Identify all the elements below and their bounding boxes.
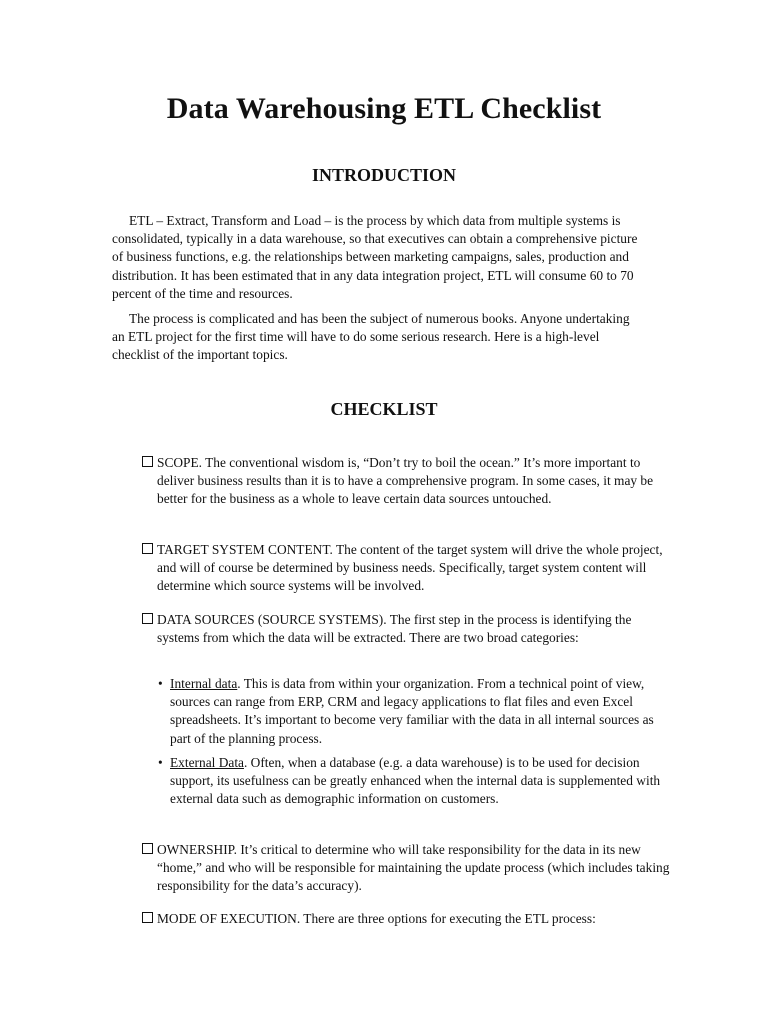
checkbox-icon — [142, 843, 153, 854]
document-title: Data Warehousing ETL Checklist — [166, 92, 602, 125]
checkbox-icon — [142, 456, 153, 467]
checklist-item-scope — [142, 454, 677, 509]
checklist-item-text: MODE OF EXECUTION. There are three options for executing the ETL process: — [157, 911, 596, 926]
bullet-icon: • — [158, 676, 163, 691]
introduction-paragraph: ETL – Extract, Transform and Load – is the process by which data from multiple systems is consolidated, typically in a data warehouse, so that executives can obtain a comprehensive picture of business functions, e.g. the relationships between marketing campaigns, sales, production and distribution. It has been estimated that in any data integration project, ETL will consume 60 to 70 percent of the time and resources. — [112, 213, 638, 301]
bullet-text: . This is data from within your organization. From a technical point of view, sources can range from ERP, CRM and legacy applications to flat files and even Excel spreadsheets. It’s important to become very familiar with the data in all internal sources as part of the planning process. — [170, 676, 654, 746]
checklist-item-mode-of-execution — [142, 910, 677, 928]
checklist-item-data-sources — [142, 611, 677, 647]
bullet-label: External Data — [170, 755, 244, 770]
bullet-text: . Often, when a database (e.g. a data warehouse) is to be used for decision support, its usefulness can be greatly enhanced when the internal data is supplemented with external data such as demographic information on customers. — [170, 755, 661, 807]
bullet-item-internal-data — [158, 675, 664, 748]
checklist-item-text: SCOPE. The conventional wisdom is, “Don’t try to boil the ocean.” It’s more important to deliver business results than it is to have a comprehensive program. In some cases, it may be better for the business as a whole to leave certain data sources untouched. — [157, 455, 654, 507]
checklist-heading: CHECKLIST — [330, 399, 438, 419]
checkbox-icon — [142, 912, 153, 923]
checkbox-icon — [142, 613, 153, 624]
checklist-item-target-system-content — [142, 541, 677, 596]
introduction-heading: INTRODUCTION — [311, 165, 457, 185]
checklist-item-text: DATA SOURCES (SOURCE SYSTEMS). The first step in the process is identifying the systems from which the data will be extracted. There are two broad categories: — [157, 612, 632, 646]
bullet-icon: • — [158, 755, 163, 770]
checklist-item-text: OWNERSHIP. It’s critical to determine who will take responsibility for the data in its new “home,” and who will be responsible for maintaining the update process (which includes taking responsibility for the data’s accuracy). — [157, 842, 670, 894]
introduction-paragraph: The process is complicated and has been the subject of numerous books. Anyone undertaking an ETL project for the first time will have to do some serious research. Here is a high-level checklist of the important topics. — [112, 311, 630, 363]
bullet-item-external-data — [158, 754, 664, 809]
checklist-item-text: TARGET SYSTEM CONTENT. The content of the target system will drive the whole project, and will of course be determined by business needs. Specifically, target system content will determine which source systems will be involved. — [157, 542, 663, 594]
bullet-label: Internal data — [170, 676, 238, 691]
checklist-item-ownership — [142, 841, 677, 896]
checkbox-icon — [142, 543, 153, 554]
